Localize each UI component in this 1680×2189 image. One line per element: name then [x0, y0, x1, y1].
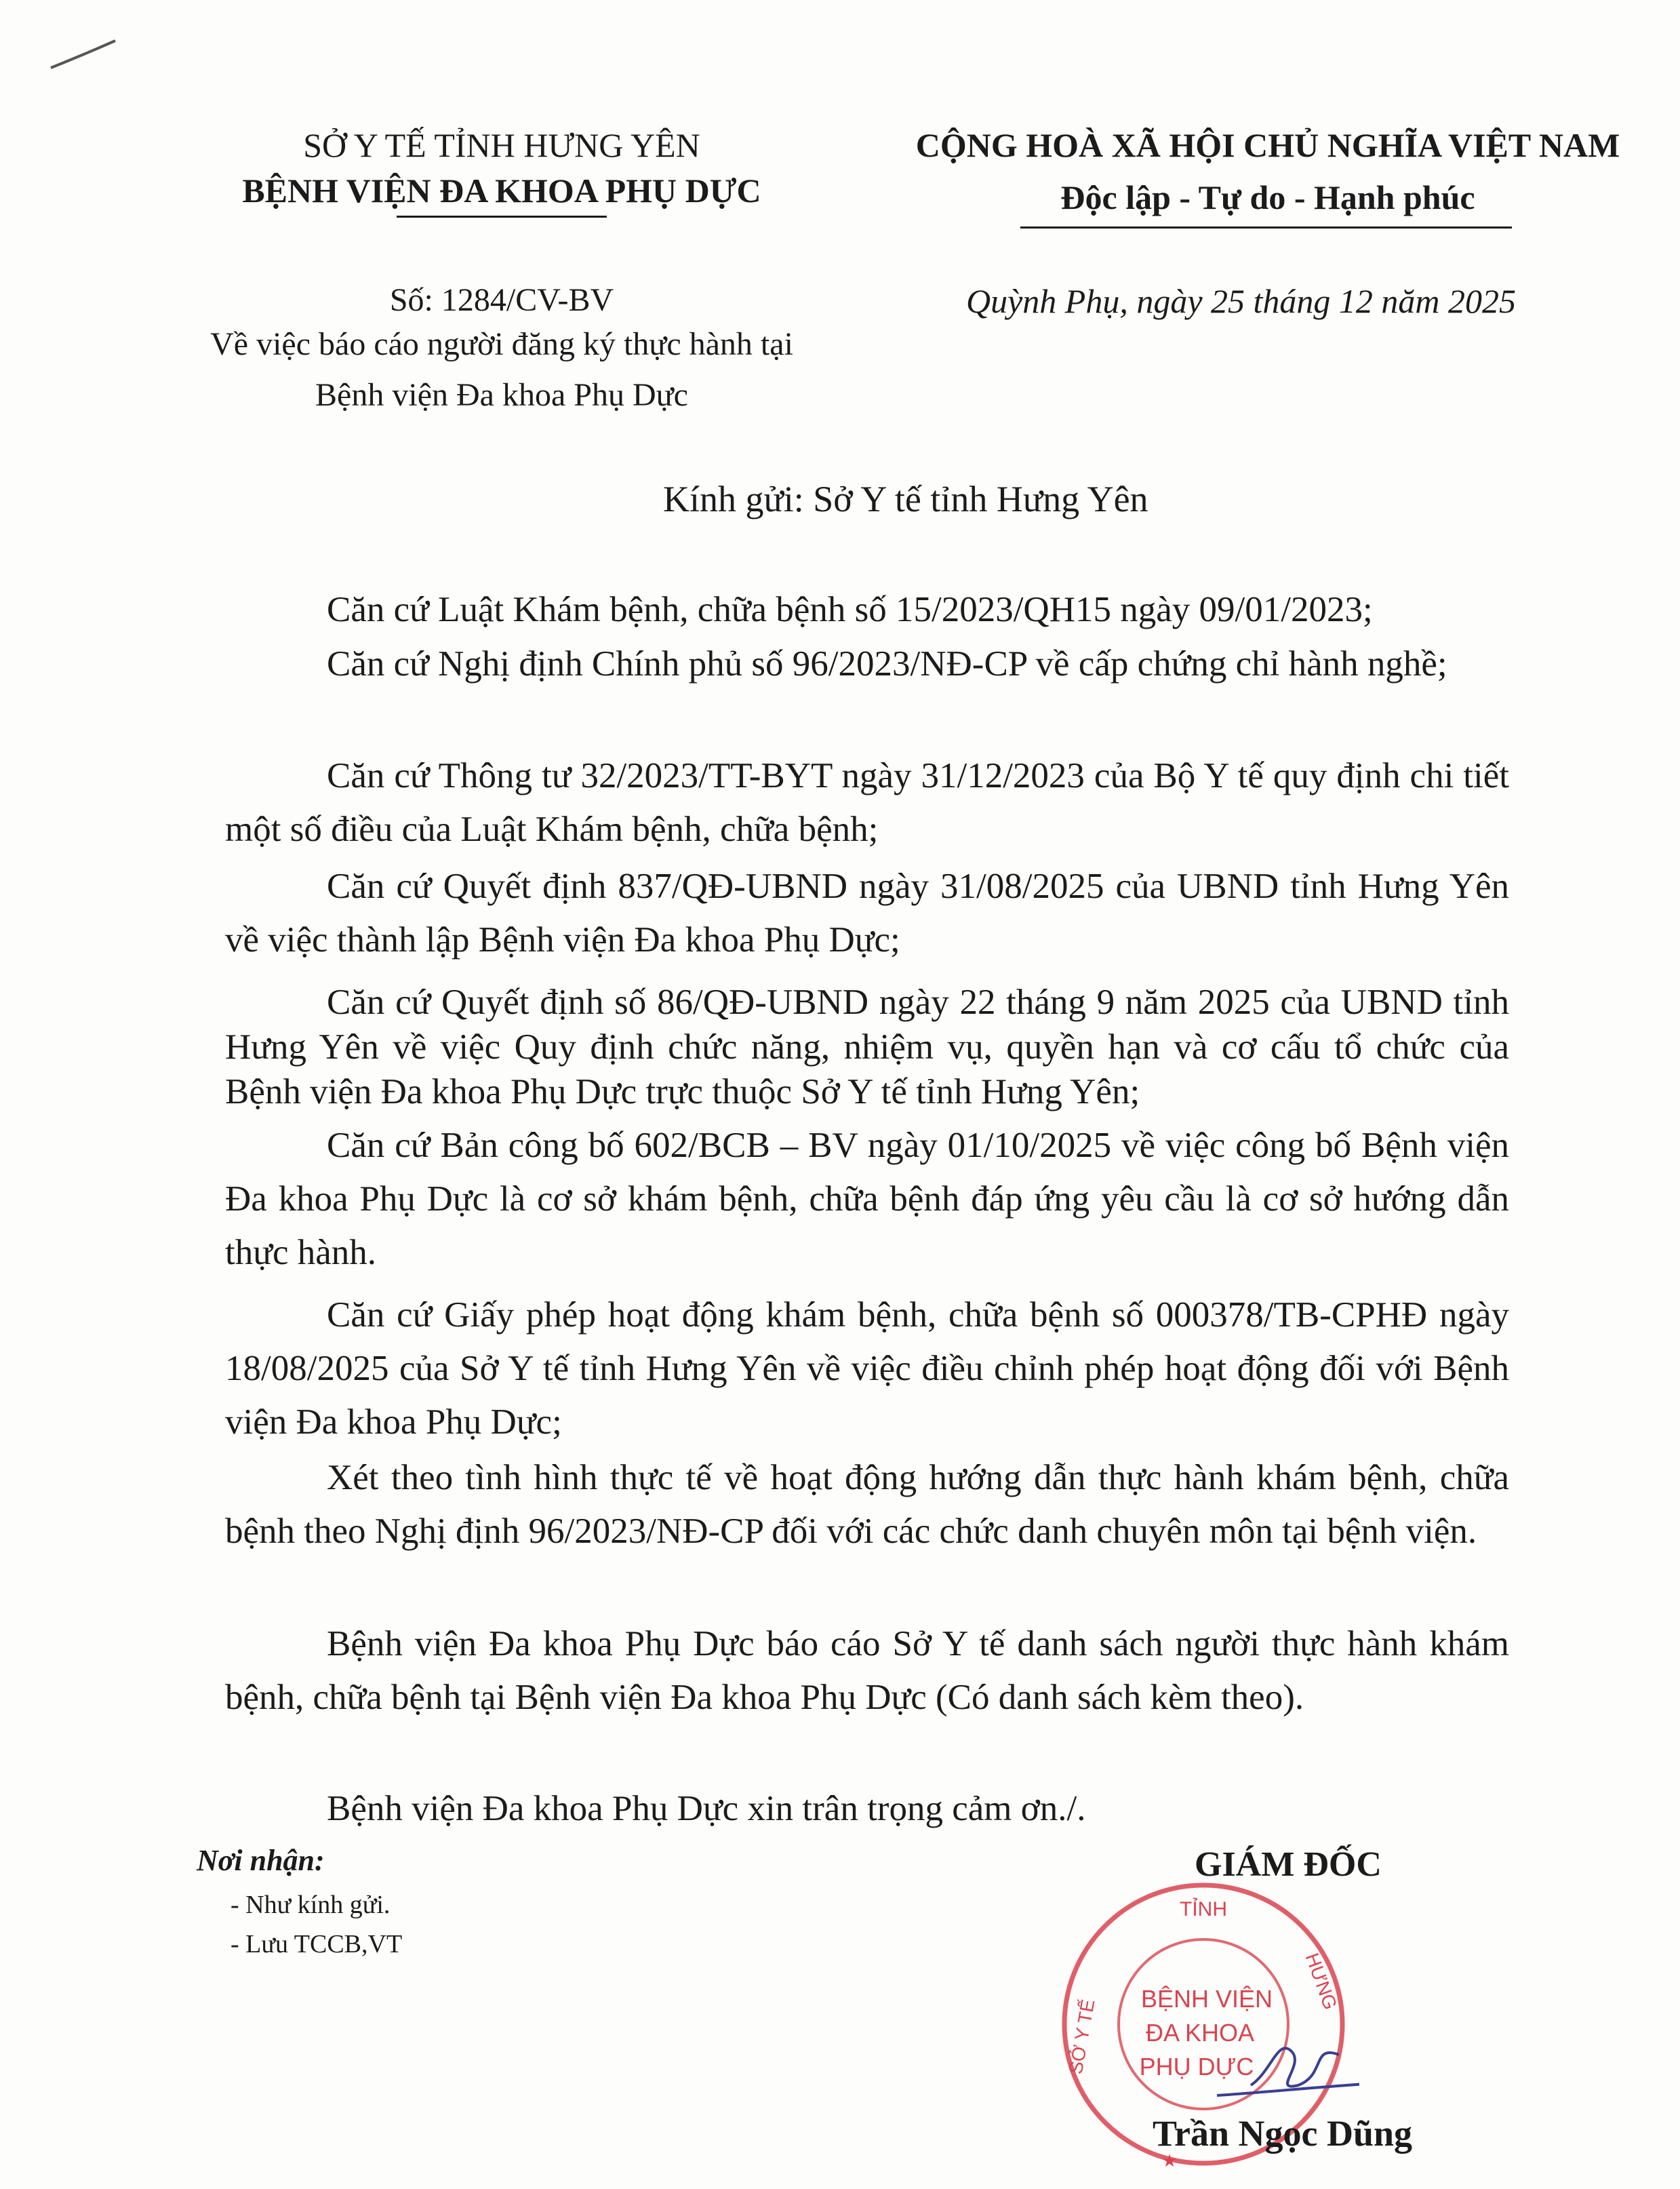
subject-line-2: Bệnh viện Đa khoa Phụ Dực [315, 377, 688, 413]
stamp-ring-right: HƯNG [1301, 1950, 1342, 2013]
motto-underline [1020, 226, 1512, 229]
hospital-name: BỆNH VIỆN ĐA KHOA PHỤ DỰC [242, 172, 761, 210]
hospital-underline [397, 216, 607, 218]
place-and-date: Quỳnh Phụ, ngày 25 tháng 12 năm 2025 [966, 282, 1517, 320]
department-name: SỞ Y TẾ TỈNH HƯNG YÊN [303, 126, 700, 164]
pen-stroke-mark [47, 27, 122, 95]
stamp-center-line-1: BỆNH VIỆN [1140, 1985, 1273, 2013]
stamp-star-icon: ★ [1161, 2151, 1178, 2171]
body-paragraph-4: Căn cứ Quyết định 837/QĐ-UBND ngày 31/08/2025 của UBND tỉnh Hưng Yên về việc thành lập Bệnh viện Đa khoa Phụ Dực; [225, 867, 1509, 960]
body-paragraph-3: Căn cứ Thông tư 32/2023/TT-BYT ngày 31/12/2023 của Bộ Y tế quy định chi tiết một số điều của Luật Khám bệnh, chữa bệnh; [225, 756, 1509, 849]
nation-title: CỘNG HOÀ XÃ HỘI CHỦ NGHĨA VIỆT NAM [915, 126, 1620, 164]
body-paragraph-5: Căn cứ Quyết định số 86/QĐ-UBND ngày 22 tháng 9 năm 2025 của UBND tỉnh Hưng Yên về việc Quy định chức năng, nhiệm vụ, quyền hạn và cơ cấu tổ chức của Bệnh viện Đa khoa Phụ Dực trực thuộc Sở Y tế tỉnh Hưng Yên; [225, 983, 1509, 1111]
body-paragraph-2: Căn cứ Nghị định Chính phủ số 96/2023/NĐ-CP về cấp chứng chỉ hành nghề; [327, 644, 1447, 684]
body-paragraph-8: Xét theo tình hình thực tế về hoạt động hướng dẫn thực hành khám bệnh, chữa bệnh theo Nghị định 96/2023/NĐ-CP đối với các chức danh chuyên môn tại bệnh viện. [225, 1458, 1509, 1551]
body-paragraph-10: Bệnh viện Đa khoa Phụ Dực xin trân trọng cảm ơn./. [327, 1789, 1086, 1828]
stamp-center-line-2: ĐA KHOA [1145, 2019, 1255, 2047]
body-paragraph-7: Căn cứ Giấy phép hoạt động khám bệnh, chữa bệnh số 000378/TB-CPHĐ ngày 18/08/2025 của Sở Y tế tỉnh Hưng Yên về việc điều chỉnh phép hoạt động đối với Bệnh viện Đa khoa Phụ Dực; [225, 1295, 1509, 1442]
stamp-ring-top: TỈNH [1180, 1898, 1227, 1920]
recipient-item-2: - Lưu TCCB,VT [231, 1930, 403, 1958]
signer-position: GIÁM ĐỐC [1195, 1845, 1382, 1884]
recipient-item-1: - Như kính gửi. [231, 1891, 391, 1919]
subject-line-1: Về việc báo cáo người đăng ký thực hành tại [210, 326, 793, 362]
body-paragraph-9: Bệnh viện Đa khoa Phụ Dực báo cáo Sở Y tế danh sách người thực hành khám bệnh, chữa bệnh tại Bệnh viện Đa khoa Phụ Dực (Có danh sách kèm theo). [225, 1624, 1509, 1717]
national-motto: Độc lập - Tự do - Hạnh phúc [1060, 178, 1475, 216]
stamp-ring-left: SỞ Y TẾ [1064, 1997, 1099, 2076]
document-number: Số: 1284/CV-BV [389, 282, 614, 318]
body-paragraph-1: Căn cứ Luật Khám bệnh, chữa bệnh số 15/2023/QH15 ngày 09/01/2023; [327, 590, 1373, 629]
signer-name: Trần Ngọc Dũng [1153, 2113, 1413, 2154]
salutation: Kính gửi: Sở Y tế tỉnh Hưng Yên [663, 479, 1148, 519]
recipients-title: Nơi nhận: [197, 1844, 325, 1877]
stamp-center-line-3: PHỤ DỰC [1139, 2053, 1254, 2080]
body-paragraph-6: Căn cứ Bản công bố 602/BCB – BV ngày 01/10/2025 về việc công bố Bệnh viện Đa khoa Phụ Dực là cơ sở khám bệnh, chữa bệnh đáp ứng yêu cầu là cơ sở hướng dẫn thực hành. [225, 1126, 1509, 1272]
